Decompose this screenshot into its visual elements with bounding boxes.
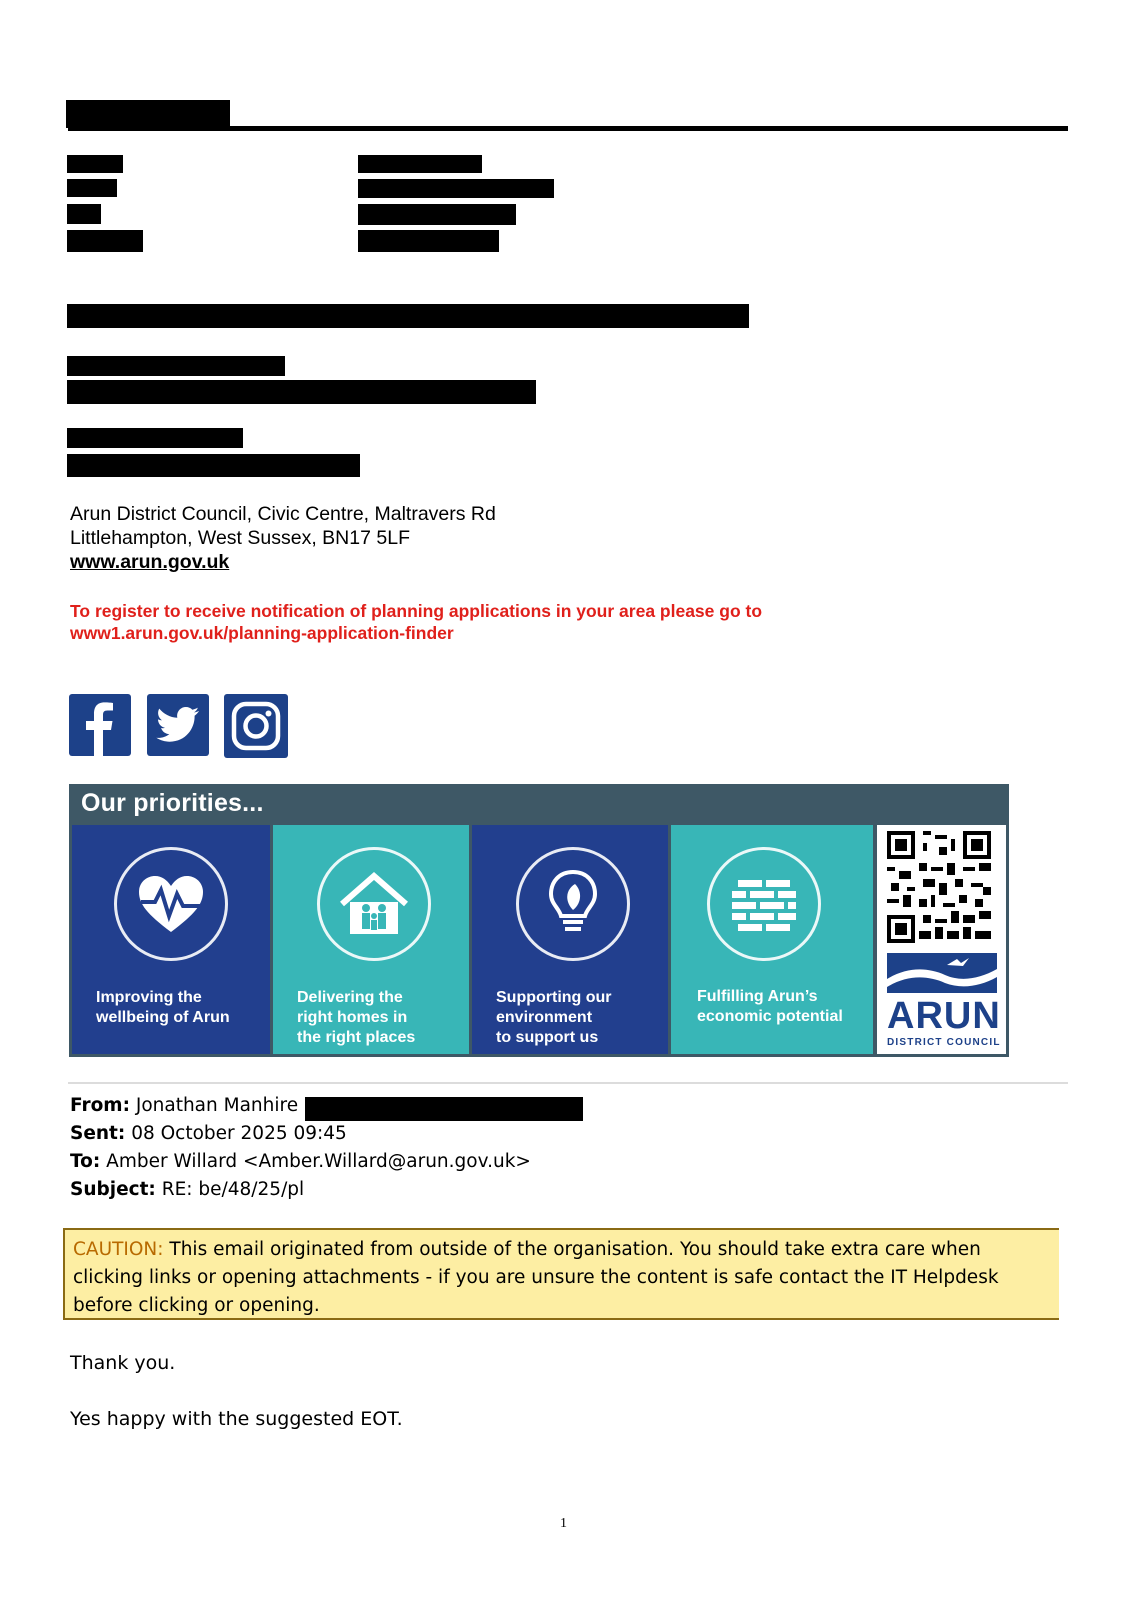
redacted-block	[66, 100, 230, 128]
redacted-block	[67, 428, 243, 448]
brick-wall-icon	[707, 847, 821, 961]
redacted-block	[358, 204, 516, 225]
redacted-block	[67, 204, 101, 224]
page-number: 1	[560, 1516, 567, 1531]
redacted-block	[67, 179, 117, 197]
redacted-block	[67, 304, 749, 328]
body-line-2: Yes happy with the suggested EOT.	[70, 1408, 403, 1430]
priority-label: Supporting our environment to support us	[496, 989, 612, 1046]
redacted-block	[67, 356, 285, 376]
council-address	[70, 502, 496, 574]
planning-notice	[70, 600, 762, 644]
priority-panel-environment	[472, 825, 668, 1054]
arun-logo-text: ARUN	[887, 995, 1001, 1037]
redacted-block	[358, 230, 499, 252]
priority-label: Improving the wellbeing of Arun	[96, 989, 230, 1026]
priorities-banner	[69, 784, 1009, 1057]
redacted-block	[67, 454, 360, 477]
qr-code[interactable]	[887, 831, 991, 948]
website-link[interactable]: www.arun.gov.uk	[70, 551, 230, 573]
notice-line-2[interactable]: www1.arun.gov.uk/planning-application-finder	[70, 623, 454, 643]
facebook-icon[interactable]	[69, 694, 131, 756]
priority-label: Delivering the right homes in the right places	[297, 989, 416, 1046]
priority-label: Fulfilling Arun’s economic potential	[697, 988, 843, 1025]
house-family-icon	[317, 847, 431, 961]
to-row: To: Amber Willard <Amber.Willard@arun.gov.uk>	[70, 1151, 531, 1172]
from-row: From: Jonathan Manhire	[70, 1095, 299, 1116]
address-line-1: Arun District Council, Civic Centre, Maltravers Rd	[70, 503, 496, 525]
redacted-block	[358, 179, 554, 198]
redacted-email-address	[305, 1097, 583, 1121]
from-value: Jonathan Manhire	[135, 1095, 299, 1116]
redacted-block	[67, 155, 123, 173]
sent-value: 08 October 2025 09:45	[131, 1123, 347, 1144]
header-divider	[68, 1082, 1068, 1084]
qr-logo-panel	[877, 825, 1006, 1054]
instagram-icon[interactable]	[224, 694, 288, 758]
header-rule	[68, 126, 1068, 131]
arun-wave-logo-icon	[887, 953, 997, 998]
caution-label: CAUTION:	[73, 1239, 164, 1260]
lightbulb-leaf-icon	[516, 847, 630, 961]
banner-title: Our priorities...	[81, 789, 264, 817]
caution-banner	[63, 1228, 1059, 1320]
arun-logo-subtitle: DISTRICT COUNCIL	[887, 1037, 1001, 1048]
to-value: Amber Willard <Amber.Willard@arun.gov.uk>	[106, 1151, 531, 1172]
caution-text: This email originated from outside of the organisation. You should take extra care when clicking links or opening attachments - if you are unsure the content is safe contact the IT Helpdesk before clicking or opening.	[73, 1239, 999, 1316]
sent-row: Sent: 08 October 2025 09:45	[70, 1123, 347, 1144]
notice-line-1: To register to receive notification of planning applications in your area please go to	[70, 601, 763, 621]
priority-panel-economic	[671, 825, 873, 1054]
address-line-2: Littlehampton, West Sussex, BN17 5LF	[70, 527, 410, 549]
body-line-1: Thank you.	[70, 1352, 176, 1374]
subject-value: RE: be/48/25/pl	[161, 1179, 305, 1200]
redacted-block	[67, 230, 143, 252]
redacted-block	[67, 380, 536, 404]
priority-panel-wellbeing	[72, 825, 270, 1054]
subject-row: Subject: RE: be/48/25/pl	[70, 1179, 305, 1200]
heart-pulse-icon	[114, 847, 228, 961]
redacted-block	[358, 155, 482, 173]
priority-panel-homes	[273, 825, 469, 1054]
twitter-icon[interactable]	[147, 694, 209, 756]
